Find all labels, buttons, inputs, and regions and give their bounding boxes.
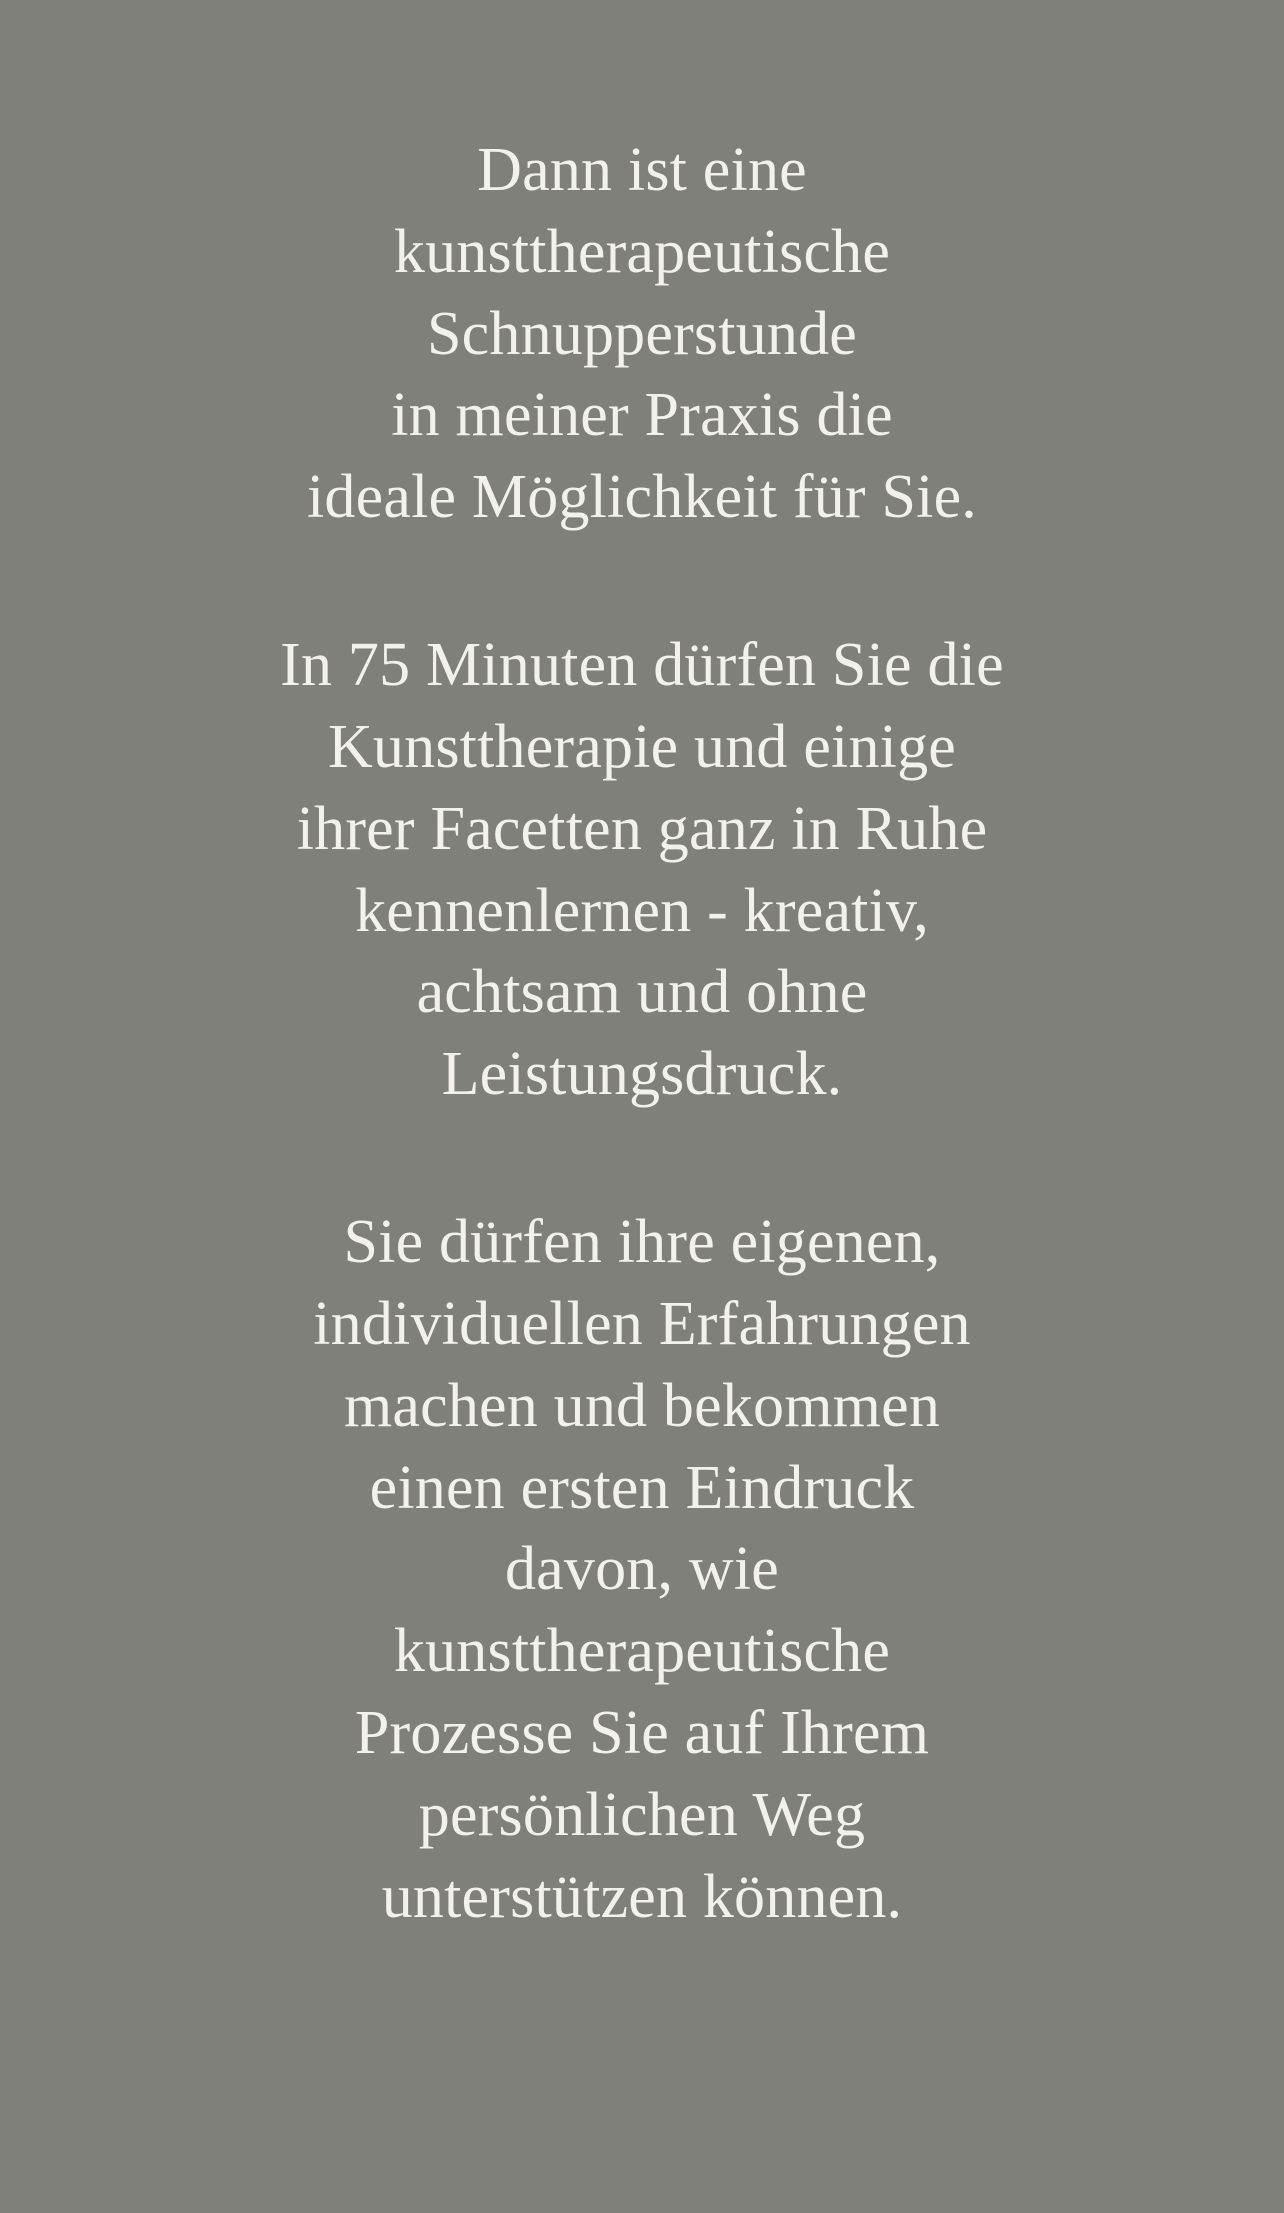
text-line: In 75 Minuten dürfen Sie die [280, 631, 1004, 700]
text-line: Kunsttherapie und einige [327, 712, 957, 781]
text-line: unterstützen können. [381, 1862, 903, 1931]
text-line: Sie dürfen ihre eigenen, [343, 1208, 941, 1277]
text-line: machen und bekommen [343, 1371, 941, 1440]
slide-text-block [137, 130, 1147, 1939]
text-line: kunsttherapeutische [393, 217, 891, 286]
paragraph-intro [137, 130, 1147, 539]
paragraph-experience [137, 1202, 1147, 1938]
text-line: individuellen Erfahrungen [313, 1289, 971, 1358]
text-line: Prozesse Sie auf Ihrem [354, 1699, 930, 1768]
text-line: Schnupperstunde [426, 299, 858, 368]
text-line: in meiner Praxis die [391, 381, 893, 450]
text-line: kunsttherapeutische [393, 1617, 891, 1686]
paragraph-duration [137, 625, 1147, 1116]
text-line: persönlichen Weg [418, 1780, 866, 1849]
text-line: ihrer Facetten ganz in Ruhe [296, 794, 988, 863]
text-line: einen ersten Eindruck [369, 1453, 915, 1522]
text-line: ideale Möglichkeit für Sie. [307, 463, 977, 532]
text-line: Dann ist eine [477, 136, 807, 204]
text-line: achtsam und ohne [416, 958, 868, 1027]
text-line: kennenlernen - kreativ, [355, 876, 929, 945]
text-line: davon, wie [504, 1535, 780, 1604]
text-line: Leistungsdruck. [441, 1040, 843, 1109]
